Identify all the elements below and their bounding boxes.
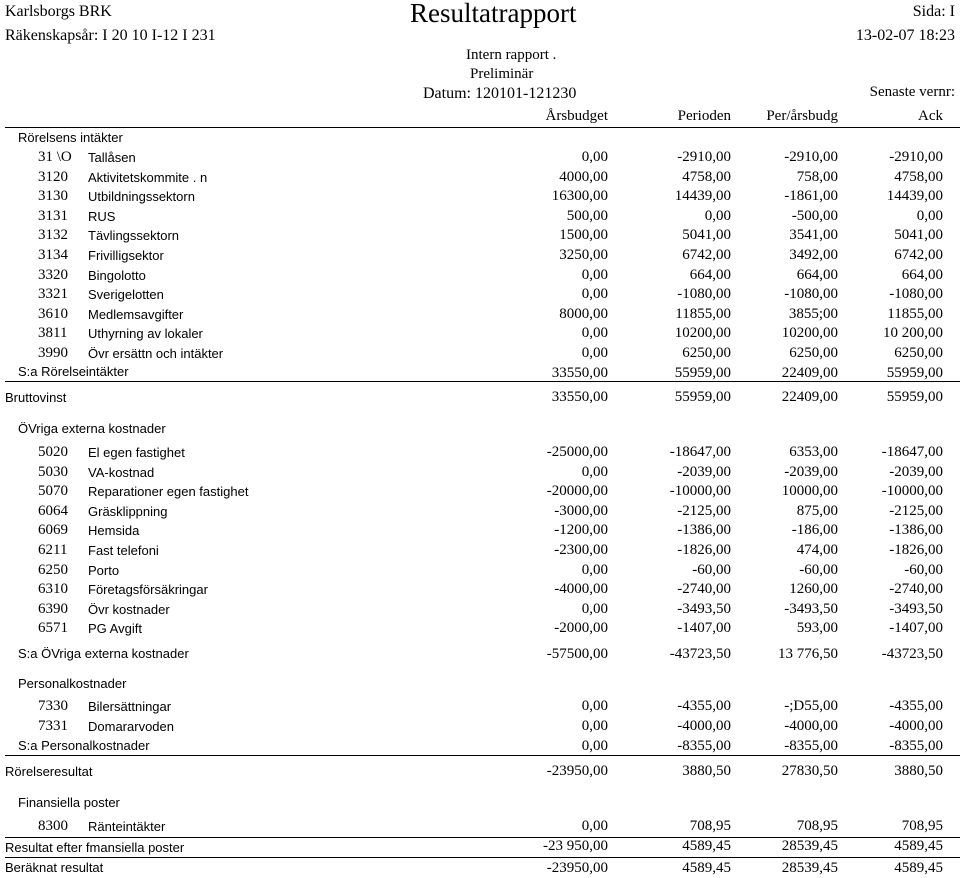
account-code: 3811 (38, 325, 68, 342)
cell-per-budget: 664,00 (796, 266, 838, 283)
sum-personnel-ack: -8355,00 (889, 738, 943, 754)
cell-period: 708,95 (689, 818, 731, 834)
col-header-per-budget: Per/årsbudg (766, 108, 838, 124)
table-row (0, 227, 960, 245)
cell-budget: -2000,00 (554, 620, 608, 637)
sum-personnel-per-budget: -8355,00 (784, 738, 838, 754)
cell-per-budget: 10200,00 (781, 325, 838, 342)
cell-per-budget: -2910,00 (784, 149, 838, 165)
operating-period: 3880,50 (682, 763, 731, 779)
account-code: 6250 (38, 561, 68, 578)
account-name: Ränteintäkter (88, 819, 166, 834)
cell-budget: 0,00 (581, 561, 608, 578)
account-code: 6310 (38, 581, 68, 598)
account-name: Frivilligsektor (88, 248, 164, 263)
account-name: Utbildningssektorn (88, 189, 195, 205)
revenue-sum-rule (5, 381, 960, 382)
cell-ack: 4758,00 (894, 168, 943, 185)
sum-revenue-per-budget: 22409,00 (781, 365, 838, 381)
cell-budget: 0,00 (581, 600, 608, 617)
cell-budget: 1500,00 (559, 227, 608, 244)
table-row (0, 542, 960, 560)
account-code: 6211 (38, 542, 68, 558)
cell-period: -2039,00 (677, 463, 731, 480)
cell-period: -1080,00 (677, 286, 731, 303)
account-code: 5070 (38, 483, 68, 500)
account-code: 3320 (38, 266, 68, 283)
operating-ack: 3880,50 (894, 763, 943, 779)
cell-budget: -25000,00 (546, 444, 608, 460)
cell-ack: 11855,00 (887, 305, 943, 322)
sum-external-budget: -57500,00 (546, 646, 608, 662)
cell-per-budget: -60,00 (799, 561, 838, 578)
fiscal-year: Räkenskapsår: I 20 10 I-12 I 231 (5, 27, 216, 44)
sum-revenue-budget: 33550,00 (551, 365, 608, 381)
cell-period: -4355,00 (677, 698, 731, 714)
after-financial-budget: -23 950,00 (543, 838, 608, 854)
cell-per-budget: -;D55,00 (784, 698, 838, 714)
cell-period: 6742,00 (682, 247, 731, 263)
col-header-period: Perioden (677, 108, 731, 124)
table-row (0, 267, 960, 285)
cell-budget: 0,00 (581, 149, 608, 165)
cell-ack: -10000,00 (881, 483, 943, 500)
account-name: PG Avgift (88, 621, 142, 637)
cell-period: 6250,00 (682, 345, 731, 361)
table-row (0, 149, 960, 167)
calculated-label: Beräknat resultat (5, 860, 104, 875)
cell-period: -1386,00 (677, 522, 731, 539)
operating-label: Rörelseresultat (5, 764, 93, 779)
cell-period: -10000,00 (669, 483, 731, 500)
cell-per-budget: -1080,00 (784, 286, 838, 303)
account-name: Fast telefoni (88, 543, 159, 558)
cell-ack: -1826,00 (889, 542, 943, 558)
header-rule (5, 127, 960, 128)
sum-label-revenue: S:a Rörelseintäkter (18, 364, 129, 379)
cell-budget: 3250,00 (559, 247, 608, 263)
account-code: 3132 (38, 227, 68, 244)
table-row (0, 325, 960, 343)
gross-ack: 55959,00 (886, 389, 943, 405)
account-name: Bingolotto (88, 267, 146, 283)
cell-per-budget: 1260,00 (789, 581, 838, 598)
cell-ack: -3493,50 (889, 600, 943, 617)
account-name: Uthyrning av lokaler (88, 326, 203, 342)
cell-budget: 0,00 (581, 698, 608, 714)
cell-period: -2910,00 (677, 149, 731, 165)
cell-period: 14439,00 (674, 188, 731, 205)
cell-ack: 10 200,00 (883, 325, 943, 342)
account-name: Företagsförsäkringar (88, 582, 208, 598)
account-name: Aktivitetskommite . n (88, 169, 208, 185)
cell-ack: 6250,00 (894, 345, 943, 361)
account-code: 7331 (38, 718, 68, 734)
account-name: Övr ersättn och intäkter (88, 346, 224, 361)
cell-ack: 708,95 (901, 818, 943, 834)
table-row (0, 188, 960, 206)
account-name: Hemsida (88, 523, 140, 539)
table-row (0, 503, 960, 521)
cell-ack: -60,00 (904, 561, 943, 578)
after-financial-label: Resultat efter fmansiella poster (5, 840, 185, 855)
calculated-per-budget: 28539,45 (781, 860, 838, 876)
cell-budget: -20000,00 (546, 483, 608, 500)
cell-ack: -18647,00 (881, 444, 943, 460)
sum-personnel-budget: 0,00 (581, 738, 608, 754)
cell-per-budget: 875,00 (796, 502, 838, 519)
cell-per-budget: 758,00 (796, 168, 838, 185)
cell-ack: 14439,00 (886, 188, 943, 205)
table-row (0, 306, 960, 324)
cell-budget: 8000,00 (559, 305, 608, 322)
table-row (0, 698, 960, 716)
cell-period: 0,00 (704, 207, 731, 224)
account-name: Reparationer egen fastighet (88, 484, 249, 500)
cell-ack: 0,00 (916, 207, 943, 224)
cell-ack: 664,00 (901, 266, 943, 283)
cell-ack: 6742,00 (894, 247, 943, 263)
section-title-revenue: Rörelsens intäkter (18, 130, 123, 145)
cell-budget: -3000,00 (554, 502, 608, 519)
table-row (0, 718, 960, 736)
cell-period: -18647,00 (669, 444, 731, 460)
cell-per-budget: 3492,00 (789, 247, 838, 263)
table-row (0, 286, 960, 304)
cell-period: 5041,00 (682, 227, 731, 244)
cell-ack: -2740,00 (889, 581, 943, 598)
account-code: 6069 (38, 522, 68, 539)
account-name: El egen fastighet (88, 445, 185, 460)
cell-period: -1826,00 (677, 542, 731, 558)
cell-period: 664,00 (689, 266, 731, 283)
after-financial-ack: 4589,45 (894, 838, 943, 854)
cell-per-budget: -2039,00 (784, 463, 838, 480)
table-row (0, 522, 960, 540)
account-code: 5030 (38, 463, 68, 480)
date-range: Datum: 120101-121230 (423, 85, 577, 102)
table-row (0, 208, 960, 226)
account-name: VA-kostnad (88, 464, 155, 480)
account-code: 3321 (38, 286, 68, 303)
cell-budget: 0,00 (581, 286, 608, 303)
cell-per-budget: 3855;00 (788, 305, 838, 322)
company-name: Karlsborgs BRK (5, 3, 112, 20)
col-header-budget: Årsbudget (545, 108, 608, 124)
cell-budget: 4000,00 (559, 168, 608, 185)
cell-per-budget: 474,00 (796, 542, 838, 558)
after-financial-per-budget: 28539,45 (781, 838, 838, 854)
latest-ver-label: Senaste vernr: (869, 84, 955, 100)
cell-per-budget: 6353,00 (789, 444, 838, 460)
report-title: Resultatrapport (410, 0, 577, 28)
account-name: Övr kostnader (88, 601, 170, 617)
col-header-ack: Ack (918, 108, 943, 124)
cell-ack: -4355,00 (889, 698, 943, 714)
after-financial-period: 4589,45 (682, 838, 731, 854)
table-row (0, 247, 960, 265)
cell-budget: 0,00 (581, 818, 608, 834)
account-name: Sverigelotten (88, 287, 164, 303)
after-financial-rule (5, 857, 960, 858)
account-name: Porto (88, 562, 120, 578)
calculated-budget: -23950,00 (546, 860, 608, 876)
account-code: 6571 (38, 620, 68, 637)
cell-budget: -2300,00 (554, 542, 608, 558)
gross-budget: 33550,00 (551, 389, 608, 405)
operating-budget: -23950,00 (546, 763, 608, 779)
cell-period: -4000,00 (677, 718, 731, 734)
cell-ack: 5041,00 (894, 227, 943, 244)
cell-ack: -1407,00 (889, 620, 943, 637)
cell-period: -2740,00 (677, 581, 731, 598)
account-code: 5020 (38, 444, 68, 460)
cell-period: 10200,00 (674, 325, 731, 342)
cell-budget: -1200,00 (554, 522, 608, 539)
table-row (0, 581, 960, 599)
sum-personnel-period: -8355,00 (677, 738, 731, 754)
sum-label-external: S:a ÖVriga externa kostnader (18, 646, 189, 661)
account-code: 6390 (38, 600, 68, 617)
sum-external-ack: -43723,50 (881, 646, 943, 662)
cell-budget: 0,00 (581, 463, 608, 480)
cell-per-budget: -1861,00 (784, 188, 838, 205)
cell-ack: -1080,00 (889, 286, 943, 303)
report-type: Intern rapport . (466, 47, 557, 63)
cell-per-budget: 6250,00 (789, 345, 838, 361)
section-title-personnel: Personalkostnader (18, 676, 127, 691)
table-row (0, 483, 960, 501)
account-code: 3120 (38, 168, 68, 185)
account-name: Medlemsavgifter (88, 306, 184, 322)
cell-ack: -1386,00 (889, 522, 943, 539)
gross-period: 55959,00 (674, 389, 731, 405)
cell-period: -2125,00 (677, 502, 731, 519)
account-code: 3134 (38, 247, 68, 263)
operating-per-budget: 27830,50 (781, 763, 838, 779)
calculated-ack: 4589,45 (894, 860, 943, 876)
cell-per-budget: -4000,00 (784, 718, 838, 734)
section-title-financial: Finansiella poster (18, 795, 120, 810)
cell-budget: 500,00 (566, 207, 608, 224)
account-code: 3610 (38, 305, 68, 322)
page-number: Sida: I (912, 3, 955, 20)
cell-per-budget: 593,00 (796, 620, 838, 637)
account-code: 7330 (38, 698, 68, 714)
sum-revenue-period: 55959,00 (674, 365, 731, 381)
sum-label-personnel: S:a Personalkostnader (18, 738, 150, 753)
cell-per-budget: -500,00 (791, 207, 838, 224)
cell-ack: -2125,00 (889, 502, 943, 519)
account-code: 3131 (38, 207, 68, 224)
gross-per-budget: 22409,00 (781, 389, 838, 405)
cell-budget: 0,00 (581, 345, 608, 361)
cell-per-budget: -186,00 (791, 522, 838, 539)
personnel-sum-rule (5, 755, 960, 756)
account-name: Domararvoden (88, 719, 174, 734)
cell-budget: 0,00 (581, 325, 608, 342)
sum-external-per-budget: 13 776,50 (778, 646, 838, 662)
account-name: Bilersättningar (88, 699, 172, 714)
cell-ack: -2039,00 (889, 463, 943, 480)
cell-budget: 0,00 (581, 266, 608, 283)
account-name: Tallåsen (88, 150, 136, 165)
table-row (0, 345, 960, 363)
cell-period: -1407,00 (677, 620, 731, 637)
table-row (0, 562, 960, 580)
printed-timestamp: 13-02-07 18:23 (855, 27, 955, 44)
cell-period: -60,00 (692, 561, 731, 578)
account-code: 3990 (38, 345, 68, 361)
section-title-external: ÖVriga externa kostnader (18, 421, 166, 436)
calculated-period: 4589,45 (682, 860, 731, 876)
sum-revenue-ack: 55959,00 (886, 365, 943, 381)
account-name: Gräsklippning (88, 503, 168, 519)
cell-ack: -4000,00 (889, 718, 943, 734)
account-code: 6064 (38, 502, 68, 519)
table-row (0, 620, 960, 638)
cell-budget: -4000,00 (554, 581, 608, 598)
gross-label: Bruttovinst (5, 390, 67, 405)
account-code: 8300 (38, 818, 68, 834)
cell-period: -3493,50 (677, 600, 731, 617)
table-row (0, 818, 960, 836)
cell-per-budget: -3493,50 (784, 600, 838, 617)
account-name: RUS (88, 208, 116, 224)
cell-budget: 0,00 (581, 718, 608, 734)
account-code: 31 \O (38, 149, 72, 165)
table-row (0, 444, 960, 462)
account-name: Tävlingssektorn (88, 228, 180, 244)
account-code: 3130 (38, 188, 68, 205)
sum-external-period: -43723,50 (669, 646, 731, 662)
cell-per-budget: 3541,00 (789, 227, 838, 244)
cell-period: 11855,00 (675, 305, 731, 322)
cell-per-budget: 708,95 (796, 818, 838, 834)
cell-budget: 16300,00 (551, 188, 608, 205)
report-status: Preliminär (470, 66, 534, 82)
cell-ack: -2910,00 (889, 149, 943, 165)
table-row (0, 169, 960, 187)
table-row (0, 464, 960, 482)
cell-per-budget: 10000,00 (781, 483, 838, 500)
table-row (0, 601, 960, 619)
cell-period: 4758,00 (682, 168, 731, 185)
